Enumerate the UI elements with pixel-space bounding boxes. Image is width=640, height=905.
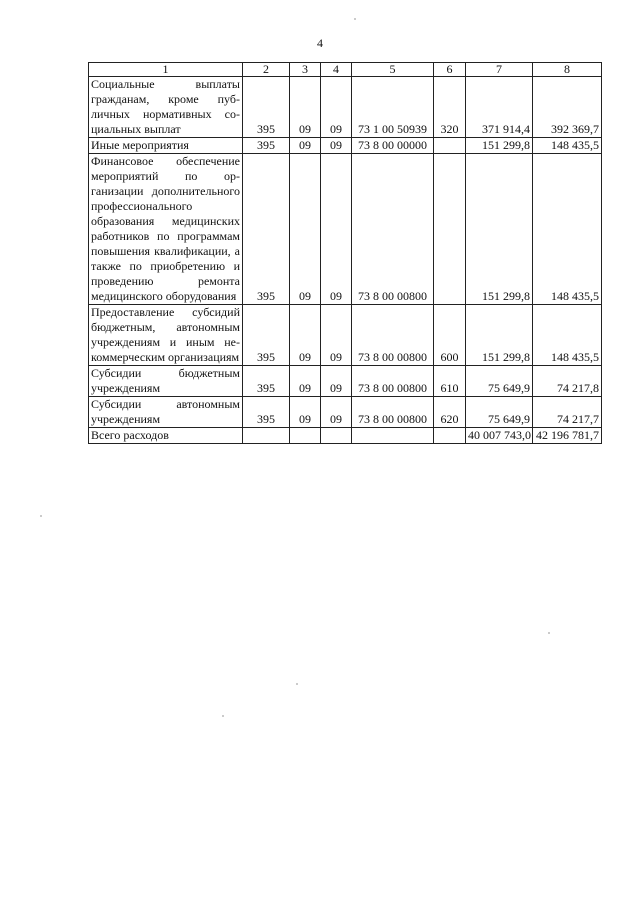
total-col-5 — [352, 428, 434, 444]
table-row — [89, 397, 602, 428]
budget-table — [88, 62, 602, 444]
row-col-6: 610 — [434, 366, 466, 397]
row-col-5: 73 1 00 50939 — [352, 77, 434, 138]
table-row — [89, 305, 602, 366]
row-col-2: 395 — [243, 305, 290, 366]
row-col-5: 73 8 00 00800 — [352, 366, 434, 397]
row-col-8: 74 217,7 — [533, 397, 602, 428]
page-number: 4 — [317, 36, 323, 50]
row-col-4: 09 — [321, 397, 352, 428]
row-col-3: 09 — [290, 397, 321, 428]
row-col-3: 09 — [290, 305, 321, 366]
total-col-3 — [290, 428, 321, 444]
header-col-7: 7 — [466, 63, 533, 77]
scan-speck — [40, 515, 42, 517]
row-col-8: 148 435,5 — [533, 138, 602, 154]
row-col-8: 148 435,5 — [533, 154, 602, 305]
row-col-7: 151 299,8 — [466, 154, 533, 305]
header-col-5: 5 — [352, 63, 434, 77]
row-name: Финансовое обеспечение мероприятий по организации дополнительного профессионального образования медицинских работников по программам повышения квалификации, а также по приобретению и проведению ремонта медицинского оборудования — [89, 154, 243, 305]
total-col-7: 40 007 743,0 — [466, 428, 533, 444]
total-col-2 — [243, 428, 290, 444]
header-col-3: 3 — [290, 63, 321, 77]
header-col-8: 8 — [533, 63, 602, 77]
row-col-7: 75 649,9 — [466, 366, 533, 397]
row-col-3: 09 — [290, 154, 321, 305]
total-col-8: 42 196 781,7 — [533, 428, 602, 444]
row-col-4: 09 — [321, 366, 352, 397]
row-col-5: 73 8 00 00800 — [352, 397, 434, 428]
scan-speck — [548, 632, 550, 634]
row-col-3: 09 — [290, 138, 321, 154]
row-name: Субсидии автономным учреждениям — [89, 397, 243, 428]
total-label: Всего расходов — [89, 428, 243, 444]
row-col-2: 395 — [243, 397, 290, 428]
row-col-2: 395 — [243, 77, 290, 138]
scan-speck — [296, 683, 298, 685]
row-col-7: 151 299,8 — [466, 138, 533, 154]
row-col-8: 392 369,7 — [533, 77, 602, 138]
row-col-8: 74 217,8 — [533, 366, 602, 397]
row-name: Социальные выплаты гражданам, кроме публичных нормативных социальных выплат — [89, 77, 243, 138]
row-col-6: 620 — [434, 397, 466, 428]
row-col-4: 09 — [321, 77, 352, 138]
total-col-4 — [321, 428, 352, 444]
table-row — [89, 77, 602, 138]
row-col-5: 73 8 00 00800 — [352, 154, 434, 305]
table-row — [89, 366, 602, 397]
total-col-6 — [434, 428, 466, 444]
header-col-1: 1 — [89, 63, 243, 77]
row-name: Субсидии бюджетным учреждениям — [89, 366, 243, 397]
row-col-6 — [434, 154, 466, 305]
row-col-6: 600 — [434, 305, 466, 366]
row-col-7: 151 299,8 — [466, 305, 533, 366]
total-row — [89, 428, 602, 444]
row-name: Предоставление субсидий бюджетным, автономным учреждениям и иным некоммерческим организациям — [89, 305, 243, 366]
row-col-3: 09 — [290, 366, 321, 397]
table-row — [89, 138, 602, 154]
row-col-8: 148 435,5 — [533, 305, 602, 366]
table-row — [89, 154, 602, 305]
header-col-4: 4 — [321, 63, 352, 77]
row-col-2: 395 — [243, 138, 290, 154]
row-col-6: 320 — [434, 77, 466, 138]
row-col-6 — [434, 138, 466, 154]
row-col-4: 09 — [321, 154, 352, 305]
row-col-2: 395 — [243, 366, 290, 397]
row-name: Иные мероприятия — [89, 138, 243, 154]
row-col-2: 395 — [243, 154, 290, 305]
row-col-3: 09 — [290, 77, 321, 138]
header-col-2: 2 — [243, 63, 290, 77]
scan-speck — [222, 715, 224, 717]
row-col-4: 09 — [321, 305, 352, 366]
row-col-5: 73 8 00 00800 — [352, 305, 434, 366]
header-col-6: 6 — [434, 63, 466, 77]
row-col-7: 75 649,9 — [466, 397, 533, 428]
row-col-7: 371 914,4 — [466, 77, 533, 138]
header-row — [89, 63, 602, 77]
row-col-5: 73 8 00 00000 — [352, 138, 434, 154]
row-col-4: 09 — [321, 138, 352, 154]
scan-speck — [354, 18, 356, 20]
